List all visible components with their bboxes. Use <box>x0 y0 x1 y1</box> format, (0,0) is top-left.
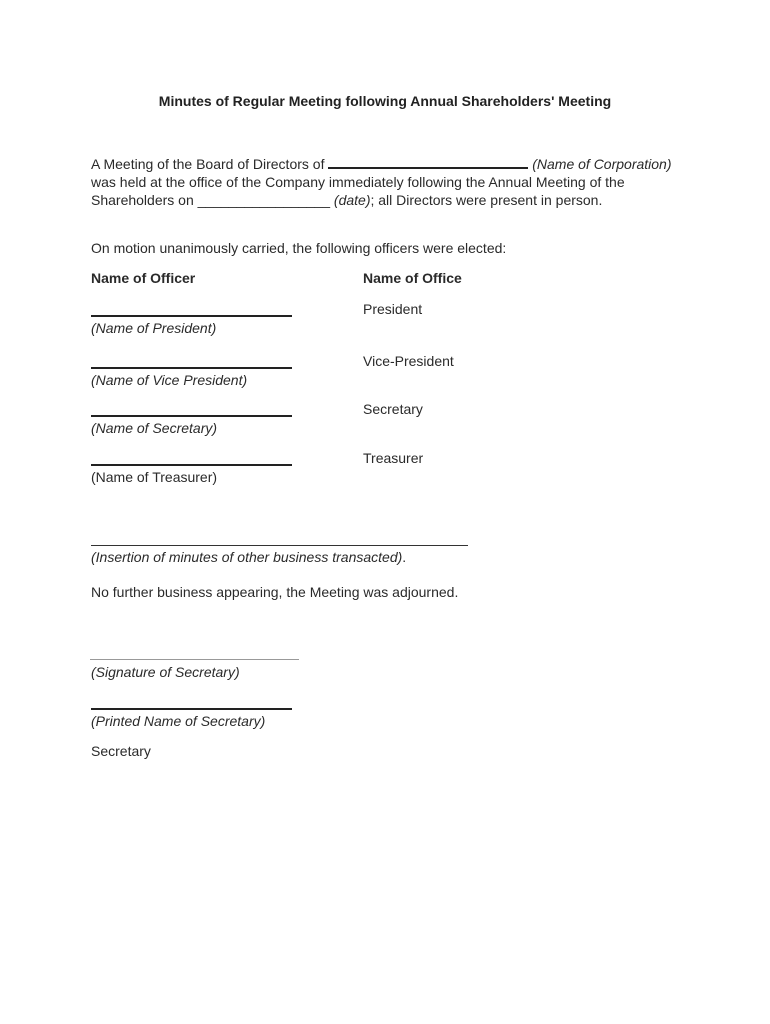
header-name-of-officer: Name of Officer <box>91 270 196 286</box>
corporation-name-blank[interactable] <box>328 155 528 169</box>
intro-text-2: was held at the office of the Company immediately following the Annual Meeting of the Shareholders on <box>91 174 625 208</box>
printed-name-line[interactable] <box>91 708 292 710</box>
office-treasurer: Treasurer <box>363 450 424 466</box>
treasurer-name-hint: (Name of Treasurer) <box>91 469 218 485</box>
vice-president-name-line[interactable] <box>91 367 292 369</box>
other-business-hint-wrap <box>91 548 406 566</box>
signer-title: Secretary <box>91 743 151 759</box>
other-business-hint: (Insertion of minutes of other business transacted) <box>91 549 403 565</box>
office-vice-president: Vice-President <box>363 353 454 369</box>
document-title: Minutes of Regular Meeting following Annual Shareholders' Meeting <box>158 93 612 109</box>
signature-line[interactable] <box>90 659 299 660</box>
intro-paragraph <box>91 155 681 209</box>
other-business-line[interactable] <box>91 545 468 546</box>
secretary-name-line[interactable] <box>91 415 292 417</box>
meeting-date-blank[interactable]: _________________ <box>197 192 331 208</box>
office-secretary: Secretary <box>363 401 423 417</box>
treasurer-name-line[interactable] <box>91 464 292 466</box>
secretary-name-hint: (Name of Secretary) <box>91 420 218 436</box>
signature-hint: (Signature of Secretary) <box>91 664 240 680</box>
header-name-of-office: Name of Office <box>363 270 462 286</box>
meeting-date-hint: (date) <box>330 192 371 208</box>
vice-president-name-hint: (Name of Vice President) <box>91 372 248 388</box>
corporation-name-hint: (Name of Corporation) <box>528 156 672 172</box>
printed-name-hint: (Printed Name of Secretary) <box>91 713 266 729</box>
president-name-line[interactable] <box>91 315 292 317</box>
intro-text-3: ; all Directors were present in person. <box>370 192 603 208</box>
motion-text: On motion unanimously carried, the following officers were elected: <box>91 240 507 256</box>
office-president: President <box>363 301 423 317</box>
president-name-hint: (Name of President) <box>91 320 217 336</box>
adjourned-text: No further business appearing, the Meeting was adjourned. <box>91 584 459 600</box>
other-business-period: . <box>402 549 407 565</box>
intro-text-1: A Meeting of the Board of Directors of <box>91 156 329 172</box>
